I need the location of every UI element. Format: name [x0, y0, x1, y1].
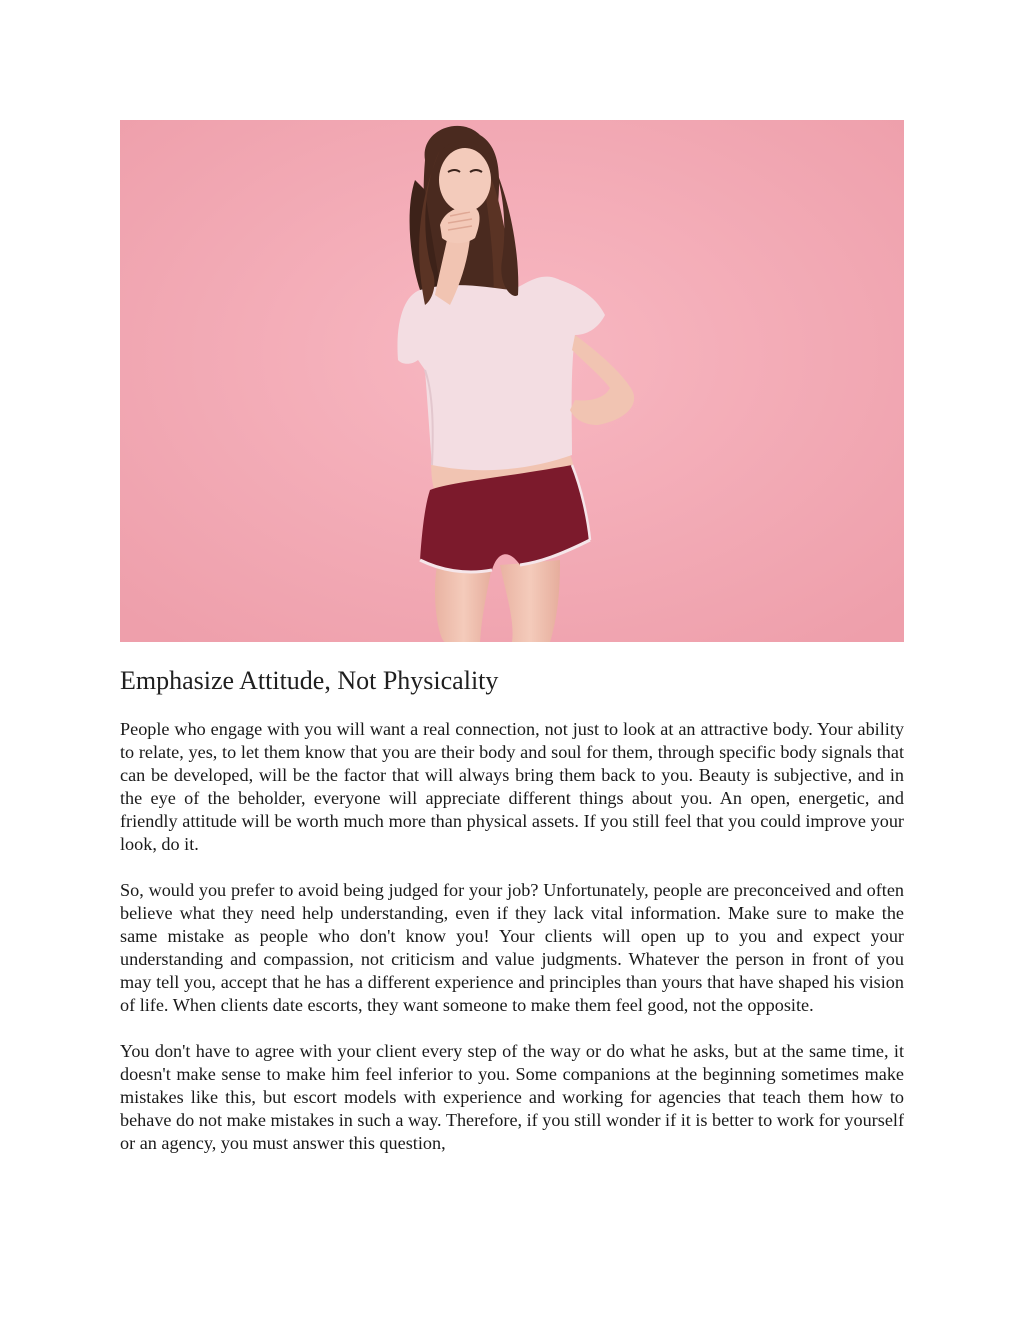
article-heading: Emphasize Attitude, Not Physicality — [120, 666, 499, 695]
woman-in-pink-shirt-photo — [120, 120, 904, 642]
paragraph: People who engage with you will want a real connection, not just to look at an attractive body. Your ability to relate, yes, to let them know that you are their body and soul for them, through specific body signals that can be developed, will be the factor that will always bring them back to you. Beauty is subjective, and in the eye of the beholder, everyone will appreciate different things about you. An open, energetic, and friendly attitude will be worth much more than physical assets. If you still feel that you could improve your look, do it. — [120, 719, 904, 854]
paragraph: So, would you prefer to avoid being judged for your job? Unfortunately, people are preconceived and often believe what they need help understanding, even if they lack vital information. Make sure to make the same mistake as people who don't know you! Your clients will open up to you and expect your understanding and compassion, not criticism and value judgments. Whatever the person in front of you may tell you, accept that he has a different experience and principles than yours that have shaped his vision of life. When clients date escorts, they want someone to make them feel good, not the opposite. — [120, 880, 904, 1015]
hero-photo — [120, 120, 904, 642]
article-body — [120, 718, 904, 1188]
paragraph: You don't have to agree with your client every step of the way or do what he asks, but at the same time, it doesn't make sense to make him feel inferior to you. Some companions at the beginning sometimes make mistakes like this, but escort models with experience and working for agencies that teach them how to behave do not make mistakes in such a way. Therefore, if you still wonder if it is better to work for yourself or an agency, you must answer this question, — [120, 1041, 904, 1153]
